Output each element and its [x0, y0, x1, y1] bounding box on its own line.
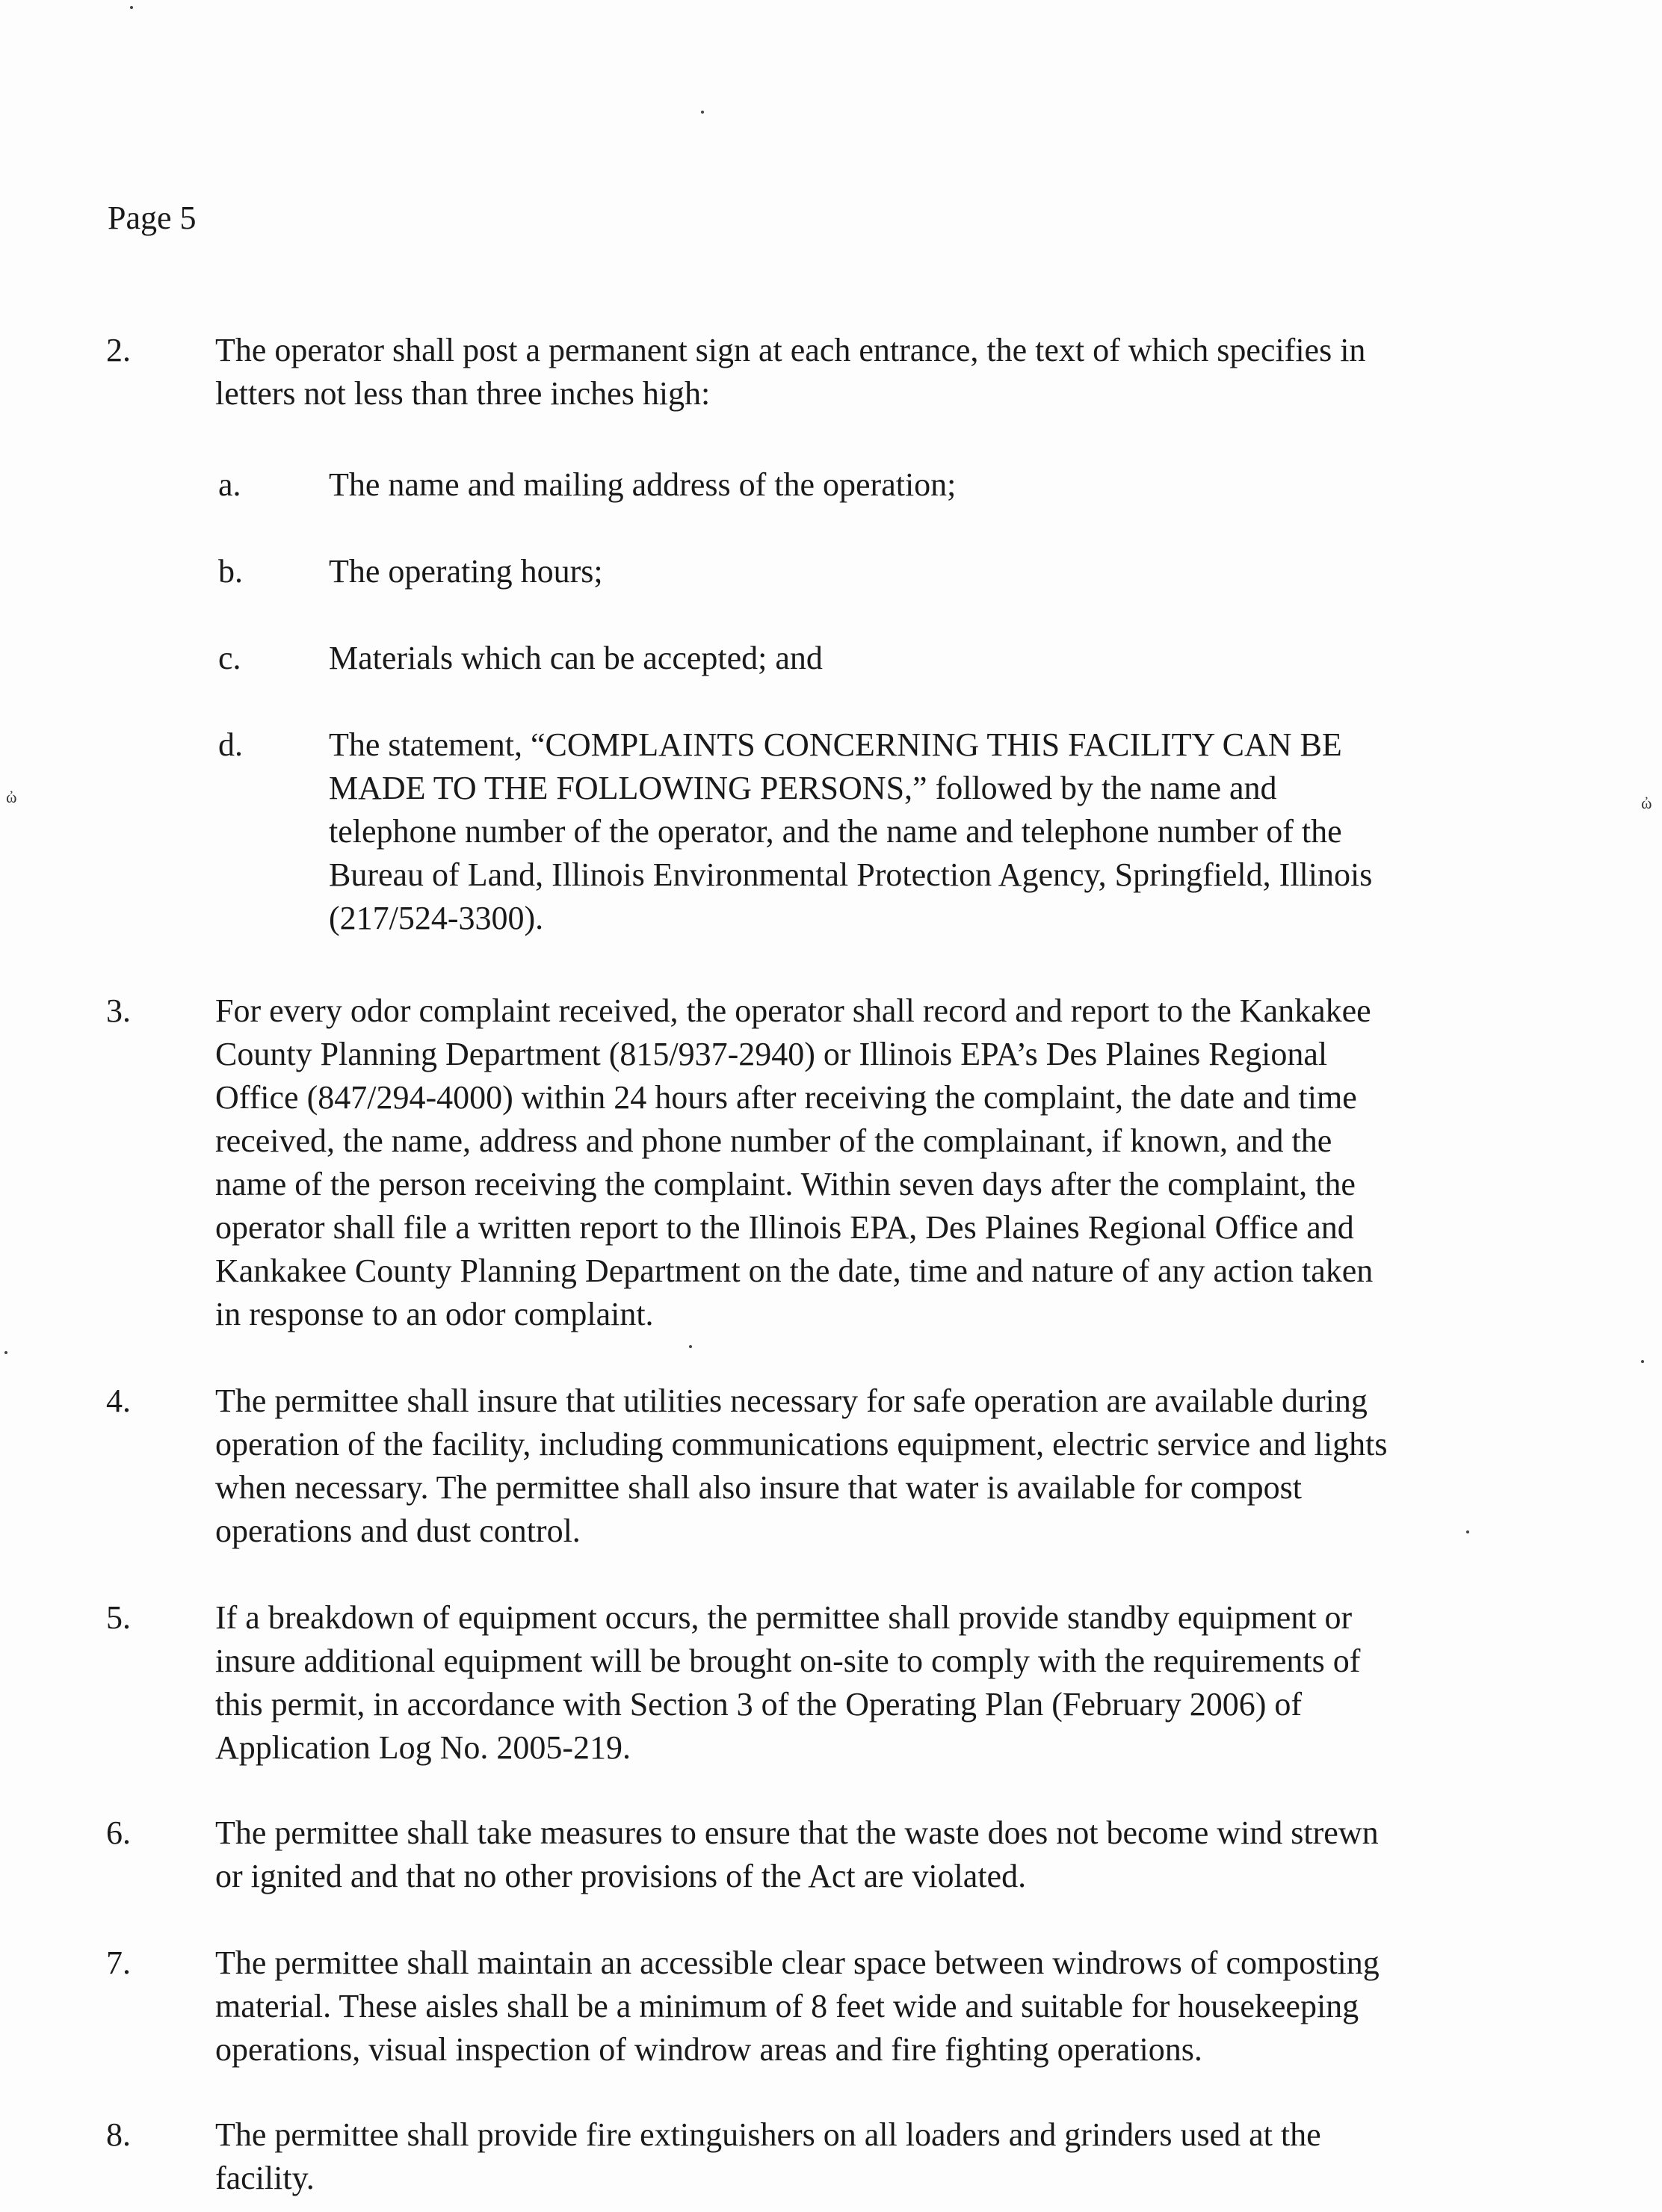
sub-item-letter: c.	[218, 640, 241, 676]
text-line: operation of the facility, including communications equipment, electric service and lights	[215, 1426, 1388, 1462]
item-text	[215, 2113, 1635, 2200]
item-text	[215, 1596, 1635, 1770]
item-number: 3.	[106, 992, 131, 1029]
item-number: 7.	[106, 1944, 131, 1981]
text-line: Application Log No. 2005-219.	[215, 1729, 631, 1766]
sub-item-text	[329, 637, 1637, 680]
sub-item-text	[329, 550, 1637, 593]
scan-speck	[1641, 1360, 1644, 1363]
text-line: Bureau of Land, Illinois Environmental Protection Agency, Springfield, Illinois	[329, 856, 1373, 893]
page-number: Page 5	[108, 200, 197, 236]
text-line: insure additional equipment will be brought on-site to comply with the requirements of	[215, 1643, 1361, 1679]
scan-speck	[701, 111, 704, 114]
text-line: operator shall file a written report to the Illinois EPA, Des Plaines Regional Office and	[215, 1209, 1354, 1246]
scan-speck: ὠ	[6, 788, 17, 806]
text-line: or ignited and that no other provisions of the Act are violated.	[215, 1858, 1027, 1894]
scan-speck	[4, 1351, 7, 1354]
item-text	[215, 1811, 1635, 1898]
text-line: in response to an odor complaint.	[215, 1296, 654, 1332]
text-line: material. These aisles shall be a minimum of 8 feet wide and suitable for housekeeping	[215, 1988, 1359, 2024]
text-line: Office (847/294-4000) within 24 hours after receiving the complaint, the date and time	[215, 1079, 1357, 1116]
text-line: The statement, “COMPLAINTS CONCERNING THIS FACILITY CAN BE	[329, 726, 1342, 763]
item-number: 5.	[106, 1599, 131, 1636]
sub-item-letter: a.	[218, 466, 241, 503]
text-line: this permit, in accordance with Section 3 of the Operating Plan (February 2006) of	[215, 1686, 1303, 1723]
text-line: The permittee shall insure that utilities necessary for safe operation are available during	[215, 1382, 1368, 1419]
text-line: The permittee shall take measures to ensure that the waste does not become wind strewn	[215, 1814, 1379, 1851]
text-line: (217/524-3300).	[329, 900, 544, 936]
text-line: County Planning Department (815/937-2940) or Illinois EPA’s Des Plaines Regional	[215, 1036, 1328, 1072]
text-line: operations, visual inspection of windrow areas and fire fighting operations.	[215, 2031, 1202, 2068]
text-line: operations and dust control.	[215, 1513, 581, 1549]
item-text	[215, 1380, 1635, 1553]
sub-item-letter: d.	[218, 726, 243, 763]
item-number: 2.	[106, 332, 131, 368]
text-line: The name and mailing address of the operation;	[329, 466, 957, 503]
sub-item-text	[329, 723, 1637, 940]
text-line: when necessary. The permittee shall also insure that water is available for compost	[215, 1469, 1302, 1506]
text-line: For every odor complaint received, the operator shall record and report to the Kankakee	[215, 992, 1371, 1029]
text-line: If a breakdown of equipment occurs, the permittee shall provide standby equipment or	[215, 1599, 1353, 1636]
item-text	[215, 329, 1635, 415]
text-line: The operating hours;	[329, 553, 603, 590]
item-text	[215, 989, 1635, 1336]
text-line: The permittee shall maintain an accessible clear space between windrows of composting	[215, 1944, 1380, 1981]
scan-speck	[130, 6, 133, 9]
text-line: facility.	[215, 2160, 315, 2196]
text-line: name of the person receiving the complaint. Within seven days after the complaint, the	[215, 1166, 1356, 1202]
item-number: 8.	[106, 2116, 131, 2153]
text-line: Kankakee County Planning Department on the date, time and nature of any action taken	[215, 1252, 1374, 1289]
text-line: telephone number of the operator, and the name and telephone number of the	[329, 813, 1342, 850]
text-line: letters not less than three inches high:	[215, 375, 711, 412]
item-text	[215, 1941, 1635, 2072]
text-line: MADE TO THE FOLLOWING PERSONS,” followed by the name and	[329, 770, 1277, 806]
scan-speck	[689, 1345, 692, 1348]
sub-item-text	[329, 463, 1637, 507]
text-line: The permittee shall provide fire extinguishers on all loaders and grinders used at the	[215, 2116, 1321, 2153]
text-line: The operator shall post a permanent sign at each entrance, the text of which specifies in	[215, 332, 1366, 368]
text-line: received, the name, address and phone number of the complainant, if known, and the	[215, 1122, 1332, 1159]
scan-speck: ὠ	[1641, 794, 1652, 812]
sub-item-letter: b.	[218, 553, 243, 590]
text-line: Materials which can be accepted; and	[329, 640, 823, 676]
item-number: 4.	[106, 1382, 131, 1419]
item-number: 6.	[106, 1814, 131, 1851]
